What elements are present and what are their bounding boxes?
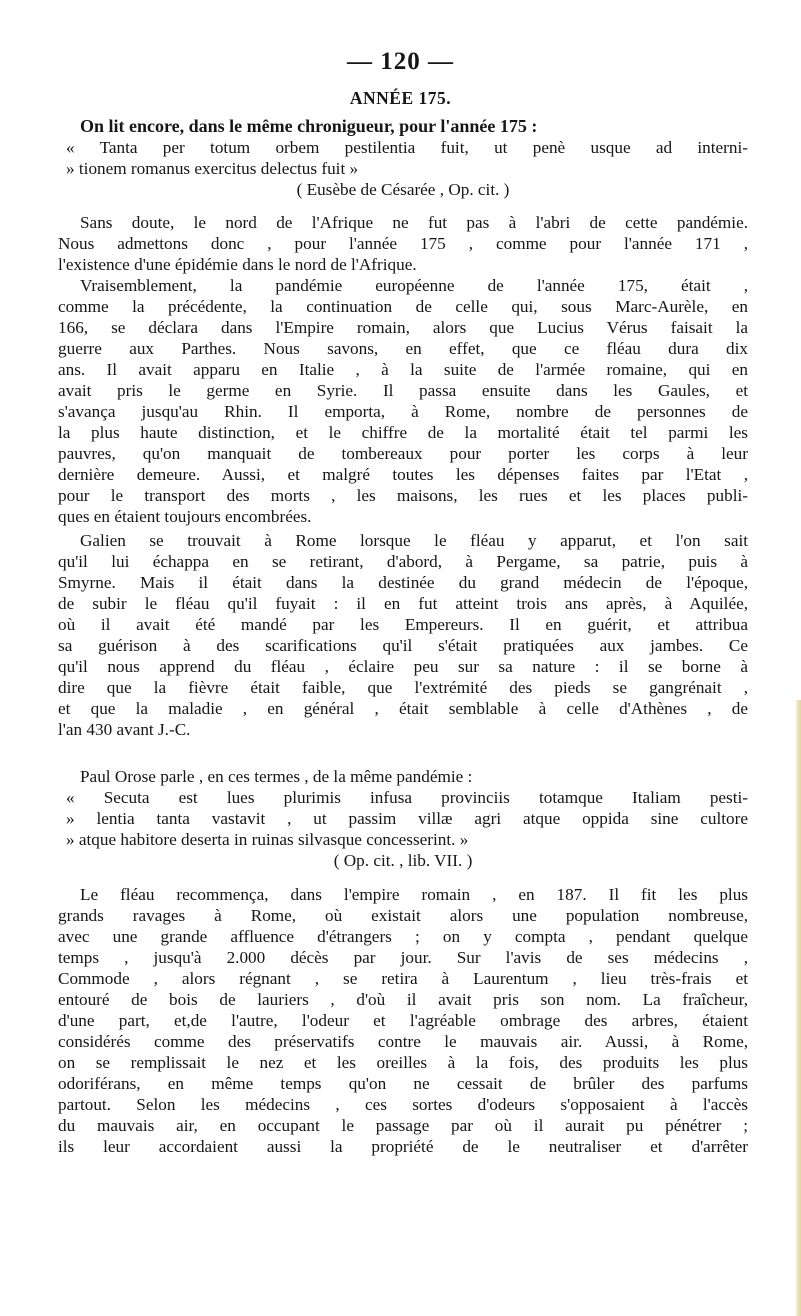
paragraph-line: ils leur accordaient aussi la propriété de le neutraliser et d'arrêter	[58, 1137, 748, 1156]
paragraph-line: ques en étaient toujours encombrées.	[58, 507, 312, 526]
paragraph-line: où il avait été mandé par les Empereurs. Il en guérit, et attribua	[58, 615, 748, 634]
paragraph-line: la plus haute distinction, et le chiffre de la mortalité était tel parmi les	[58, 423, 748, 442]
paragraph-line: s'avança jusqu'au Rhin. Il emporta, à Rome, nombre de personnes de	[58, 402, 748, 421]
paragraph-line: Sans doute, le nord de l'Afrique ne fut pas à l'abri de cette pandémie.	[80, 213, 748, 232]
paragraph-line: guerre aux Parthes. Nous savons, en effet, que ce fléau dura dix	[58, 339, 748, 358]
paragraph-line: temps , jusqu'à 2.000 décès par jour. Sur l'avis de ses médecins ,	[58, 948, 748, 967]
paragraph-line: pour le transport des morts , les maisons, les rues et les places publi-	[58, 486, 748, 505]
section-galien	[58, 530, 748, 740]
paragraph-line: Le fléau recommença, dans l'empire romain , en 187. Il fit les plus	[80, 885, 748, 904]
quote-line: » tionem romanus exercitus delectus fuit »	[66, 159, 359, 178]
paragraph-line: dire que la fièvre était faible, que l'extrémité des pieds se gangrénait ,	[58, 678, 748, 697]
paragraph-line: l'existence d'une épidémie dans le nord de l'Afrique.	[58, 255, 417, 274]
paragraph-line: 166, se déclara dans l'Empire romain, alors que Lucius Vérus faisait la	[58, 318, 748, 337]
paragraph-line: Vraisemblement, la pandémie européenne de l'année 175, était ,	[80, 276, 748, 295]
paragraph-line: du mauvais air, en occupant le passage par où il aurait pu pénétrer ;	[58, 1116, 748, 1135]
paragraph-line: considérés comme des préservatifs contre le mauvais air. Aussi, à Rome,	[58, 1032, 748, 1051]
paragraph-line: On lit encore, dans le même chronigueur, pour l'année 175 :	[80, 116, 538, 136]
paragraph-line: partout. Selon les médecins , ces sortes d'odeurs s'opposaient à l'accès	[58, 1095, 748, 1114]
citation: ( Op. cit. , lib. VII. )	[333, 851, 473, 870]
citation: ( Eusèbe de Césarée , Op. cit. )	[296, 180, 510, 199]
quote-line: « Secuta est lues plurimis infusa provinciis totamque Italiam pesti-	[66, 788, 748, 807]
paragraph-line: Galien se trouvait à Rome lorsque le fléau y apparut, et l'on sait	[80, 531, 748, 550]
quote-line: » atque habitore deserta in ruinas silvasque concesserint. »	[66, 830, 469, 849]
paragraph-line: comme la précédente, la continuation de celle qui, sous Marc-Aurèle, en	[58, 297, 748, 316]
paragraph-line: dernière demeure. Aussi, et malgré toutes les dépenses faites par l'Etat ,	[58, 465, 748, 484]
paragraph-line: on se remplissait le nez et les oreilles à la fois, des produits les plus	[58, 1053, 748, 1072]
year-heading: ANNÉE 175.	[349, 88, 452, 108]
section-recurrence	[58, 884, 748, 1157]
paragraph-line: Smyrne. Mais il était dans la destinée du grand médecin de l'époque,	[58, 573, 748, 592]
paragraph-line: et que la maladie , en général , était semblable à celle d'Athènes , de	[58, 699, 748, 718]
paragraph-line: sa guérison à des scarifications qu'il s'était pratiquées aux jambes. Ce	[58, 636, 748, 655]
paragraph-line: Nous admettons donc , pour l'année 175 , comme pour l'année 171 ,	[58, 234, 748, 253]
page-edge-stain	[795, 700, 801, 1316]
quote-line: « Tanta per totum orbem pestilentia fuit, ut penè usque ad interni-	[66, 138, 748, 157]
paragraph-line: odoriférans, en même temps qu'on ne cessait de brûler des parfums	[58, 1074, 748, 1093]
paragraph-line: ans. Il avait apparu en Italie , à la suite de l'armée romaine, qui en	[58, 360, 748, 379]
paragraph-line: qu'il lui échappa en se retirant, d'abord, à Pergame, sa patrie, puis à	[58, 552, 748, 571]
section-chronicler	[58, 116, 748, 200]
section-pandemic	[58, 212, 748, 527]
quote-line: » lentia tanta vastavit , ut passim villæ agri atque oppida sine cultore	[66, 809, 748, 828]
paragraph-line: pauvres, qu'on manquait de tombereaux pour porter les corps à leur	[58, 444, 748, 463]
paragraph-line: entouré de bois de lauriers , d'où il avait pris son nom. La fraîcheur,	[58, 990, 748, 1009]
paragraph-line: avec une grande affluence d'étrangers ; on y compta , pendant quelque	[58, 927, 748, 946]
paragraph-line: d'une part, et,de l'autre, l'odeur et l'agréable ombrage des arbres, étaient	[58, 1011, 748, 1030]
paragraph-line: Commode , alors régnant , se retira à Laurentum , lieu très-frais et	[58, 969, 748, 988]
paragraph-line: grands ravages à Rome, où existait alors une population nombreuse,	[58, 906, 748, 925]
paragraph-line: qu'il nous apprend du fléau , éclaire peu sur sa nature : il se borne à	[58, 657, 748, 676]
page-number: — 120 —	[347, 48, 454, 75]
paragraph-line: Paul Orose parle , en ces termes , de la même pandémie :	[80, 767, 473, 786]
paragraph-line: l'an 430 avant J.-C.	[58, 720, 191, 739]
paragraph-line: de subir le fléau qu'il fuyait : il en fut atteint trois ans après, à Aquilée,	[58, 594, 748, 613]
paragraph-line: avait pris le germe en Syrie. Il passa ensuite dans les Gaules, et	[58, 381, 748, 400]
section-orose	[58, 766, 748, 871]
